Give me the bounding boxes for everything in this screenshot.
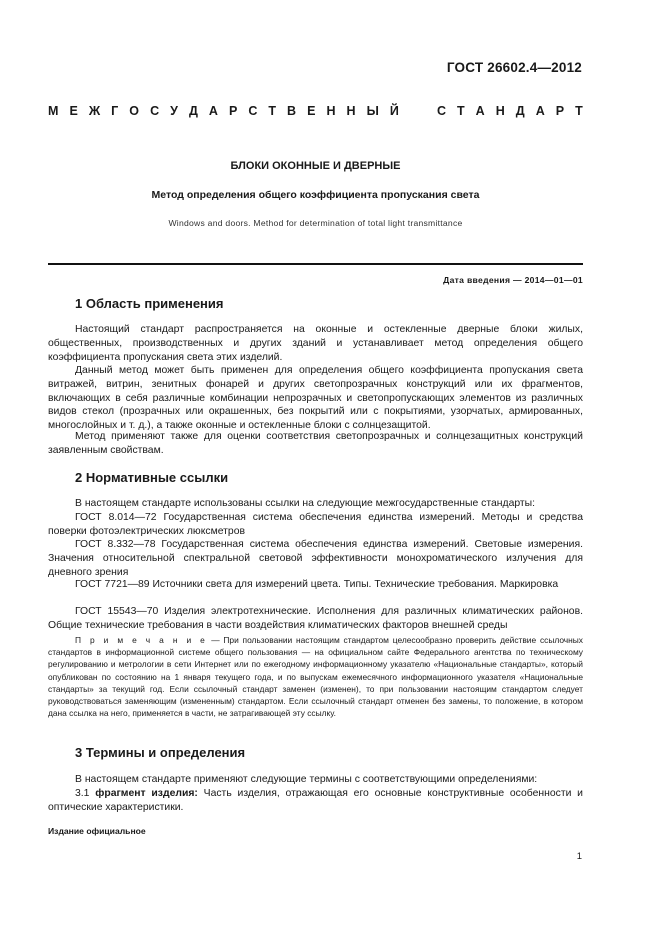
banner-letter: Н (346, 104, 356, 118)
banner-letter: С (150, 104, 160, 118)
banner-letter: Й (389, 104, 399, 118)
banner-letter: А (208, 104, 218, 118)
reference-gost-8-332-text: ГОСТ 8.332—78 Государственная система обеспечения единства измерений. Световые измерения. Значения относительной спектральной световой эффективности монохроматического излучения для дневного зрения (48, 539, 583, 578)
banner-letter: Р (228, 104, 238, 118)
section-1-heading: 1 Область применения (75, 296, 224, 311)
reference-gost-8-014-text: ГОСТ 8.014—72 Государственная система обеспечения единства измерений. Методы и средства поверки фотоэлектрических люксметров (48, 512, 583, 537)
reference-gost-8-014 (48, 511, 583, 539)
banner-letter: Д (515, 104, 525, 118)
introduction-date: Дата введения — 2014—01—01 (443, 275, 583, 285)
section-2-paragraph-1 (48, 497, 583, 511)
banner-letter: Н (495, 104, 505, 118)
banner-word-gap (410, 104, 426, 118)
section-1-paragraph-3-text: Метод применяют также для оценки соответствия светопрозрачных и солнцезащитных конструкций заявленным свойствам. (48, 431, 583, 456)
page-number: 1 (576, 851, 582, 862)
section-1-paragraph-3 (48, 430, 583, 458)
banner-letter: А (535, 104, 545, 118)
reference-gost-15543 (48, 605, 583, 633)
official-edition-label: Издание официальное (48, 826, 146, 836)
banner-letter: Н (326, 104, 336, 118)
banner-letter: О (129, 104, 140, 118)
note-text: — При пользовании настоящим стандартом целесообразно проверить действие ссылочных стандартов в информационной системе общего пользования — на официальном сайте Федерального агентства по техническому регулированию и метрологии в сети Интернет или по ежегодному информационному указателю «Национальные стандарты», который опубликован по состоянию на 1 января текущего года, и по выпускам ежемесячного информационного указателя «Национальные стандарты» за текущий год. Если ссылочный стандарт заменен (изменен), то при пользовании настоящим стандартом следует руководствоваться заменяющим (измененным) стандартом. Если ссылочный стандарт отменен без замены, то положение, в котором дана ссылка на него, применяется в части, не затрагивающей эту ссылку. (48, 635, 583, 719)
term-definition-3-1 (48, 787, 583, 815)
banner-letter: А (475, 104, 485, 118)
banner-letter: С (248, 104, 258, 118)
note-label: П р и м е ч а н и е (75, 635, 208, 645)
standard-code: ГОСТ 26602.4—2012 (446, 60, 582, 75)
banner-letter: Т (575, 104, 583, 118)
banner-letter: Ы (366, 104, 379, 118)
reference-gost-7721 (48, 578, 583, 592)
section-3-paragraph-1 (48, 773, 583, 787)
banner-letter: С (436, 104, 446, 118)
banner-letter: У (170, 104, 178, 118)
section-1-paragraph-2 (48, 364, 583, 433)
section-1-paragraph-2-text: Данный метод может быть применен для определения общего коэффициента пропускания света витражей, витрин, зенитных фонарей и других светопрозрачных конструкций или их фрагментов, включающих в себя различные комбинации непрозрачных и светопропускающих элементов из различных видов стекол (прозрачных или окрашенных, без покрытий или с покрытиями, узорчатых, армированных, многослойных и т. д.), а также оконные и остекленные блоки с солнцезащитой. (48, 365, 583, 432)
term-number: 3.1 (75, 788, 96, 799)
section-3-heading: 3 Термины и определения (75, 745, 246, 760)
section-1-paragraph-1 (48, 323, 583, 364)
banner-letter: Е (69, 104, 78, 118)
document-subtitle: Метод определения общего коэффициента пропускания света (151, 189, 480, 201)
section-2-note (48, 634, 583, 719)
banner-letter: М (48, 104, 59, 118)
banner-letter: В (287, 104, 297, 118)
section-3-paragraph-1-text: В настоящем стандарте применяют следующие термины с соответствующими определениями: (75, 774, 538, 785)
banner-letter: Т (457, 104, 465, 118)
section-1-paragraph-1-text: Настоящий стандарт распространяется на оконные и остекленные дверные блоки жилых, общественных, производственных и других зданий и устанавливает метод определения общего коэффициента пропускания света этих изделий. (48, 324, 583, 363)
banner-letter: Г (111, 104, 119, 118)
reference-gost-8-332 (48, 538, 583, 579)
banner-letter: Д (188, 104, 198, 118)
term-definition: Часть изделия, отражающая его основные конструктивные особенности и оптические характеристики. (48, 788, 583, 813)
term-name: фрагмент изделия: (95, 788, 198, 799)
reference-gost-15543-text: ГОСТ 15543—70 Изделия электротехнические. Исполнения для различных климатических районов. Общие технические требования в части воздействия климатических факторов внешней среды (48, 606, 583, 631)
banner-letter: Е (307, 104, 316, 118)
banner-letter: Т (268, 104, 277, 118)
document-title: БЛОКИ ОКОННЫЕ И ДВЕРНЫЕ (230, 160, 401, 172)
banner-letter: Р (555, 104, 565, 118)
reference-gost-7721-text: ГОСТ 7721—89 Источники света для измерений цвета. Типы. Технические требования. Маркировка (75, 579, 559, 590)
header-divider (48, 263, 583, 265)
english-title: Windows and doors. Method for determination of total light transmittance (168, 218, 463, 228)
section-2-heading: 2 Нормативные ссылки (75, 470, 229, 485)
banner-letter: Ж (88, 104, 101, 118)
section-2-paragraph-1-text: В настоящем стандарте использованы ссылки на следующие межгосударственные стандарты: (75, 498, 536, 509)
standard-type-banner (48, 104, 583, 118)
